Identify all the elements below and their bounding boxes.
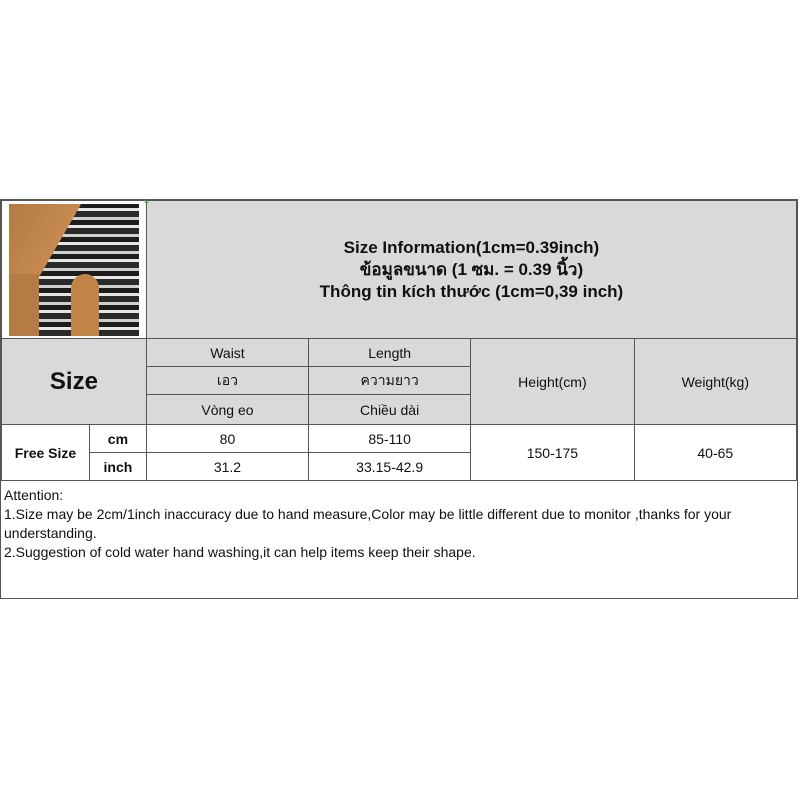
length-inch-value: 33.15-42.9 [309,453,471,481]
height-header: Height(cm) [471,339,634,425]
weight-value: 40-65 [634,425,796,481]
length-header-vi: Chiều dài [309,395,471,425]
waist-header-en: Waist [146,339,308,367]
size-header-cell [2,339,147,425]
title-thai: ข้อมูลขนาด (1 ซม. = 0.39 นิ้ว) [359,259,584,279]
notes-heading: Attention: [4,487,64,503]
attention-notes [1,484,797,564]
waist-header-vi: Vòng eo [146,395,308,425]
title-cell [146,201,796,339]
title-english: Size Information(1cm=0.39inch) [343,237,600,257]
size-header-label: Size [49,367,98,395]
size-table [1,200,797,481]
size-chart-sheet [0,199,798,599]
free-size-label: Free Size [2,425,90,481]
length-cm-value: 85-110 [309,425,471,453]
corner-marker [145,199,149,203]
unit-cm-label: cm [89,425,146,453]
notes-line-1: 1.Size may be 2cm/1inch inaccuracy due to hand measure,Color may be little different due to monitor ,thanks for your understanding. [4,506,732,541]
weight-header: Weight(kg) [634,339,796,425]
notes-line-2: 2.Suggestion of cold water hand washing,it can help items keep their shape. [4,544,476,560]
product-photo [9,204,139,336]
length-header-en: Length [309,339,471,367]
waist-cm-value: 80 [146,425,308,453]
title-vietnamese: Thông tin kích thước (1cm=0,39 inch) [319,281,624,301]
waist-header-th: เอว [146,367,308,395]
product-photo-cell [2,201,147,339]
height-value: 150-175 [471,425,634,481]
unit-inch-label: inch [89,453,146,481]
waist-inch-value: 31.2 [146,453,308,481]
length-header-th: ความยาว [309,367,471,395]
